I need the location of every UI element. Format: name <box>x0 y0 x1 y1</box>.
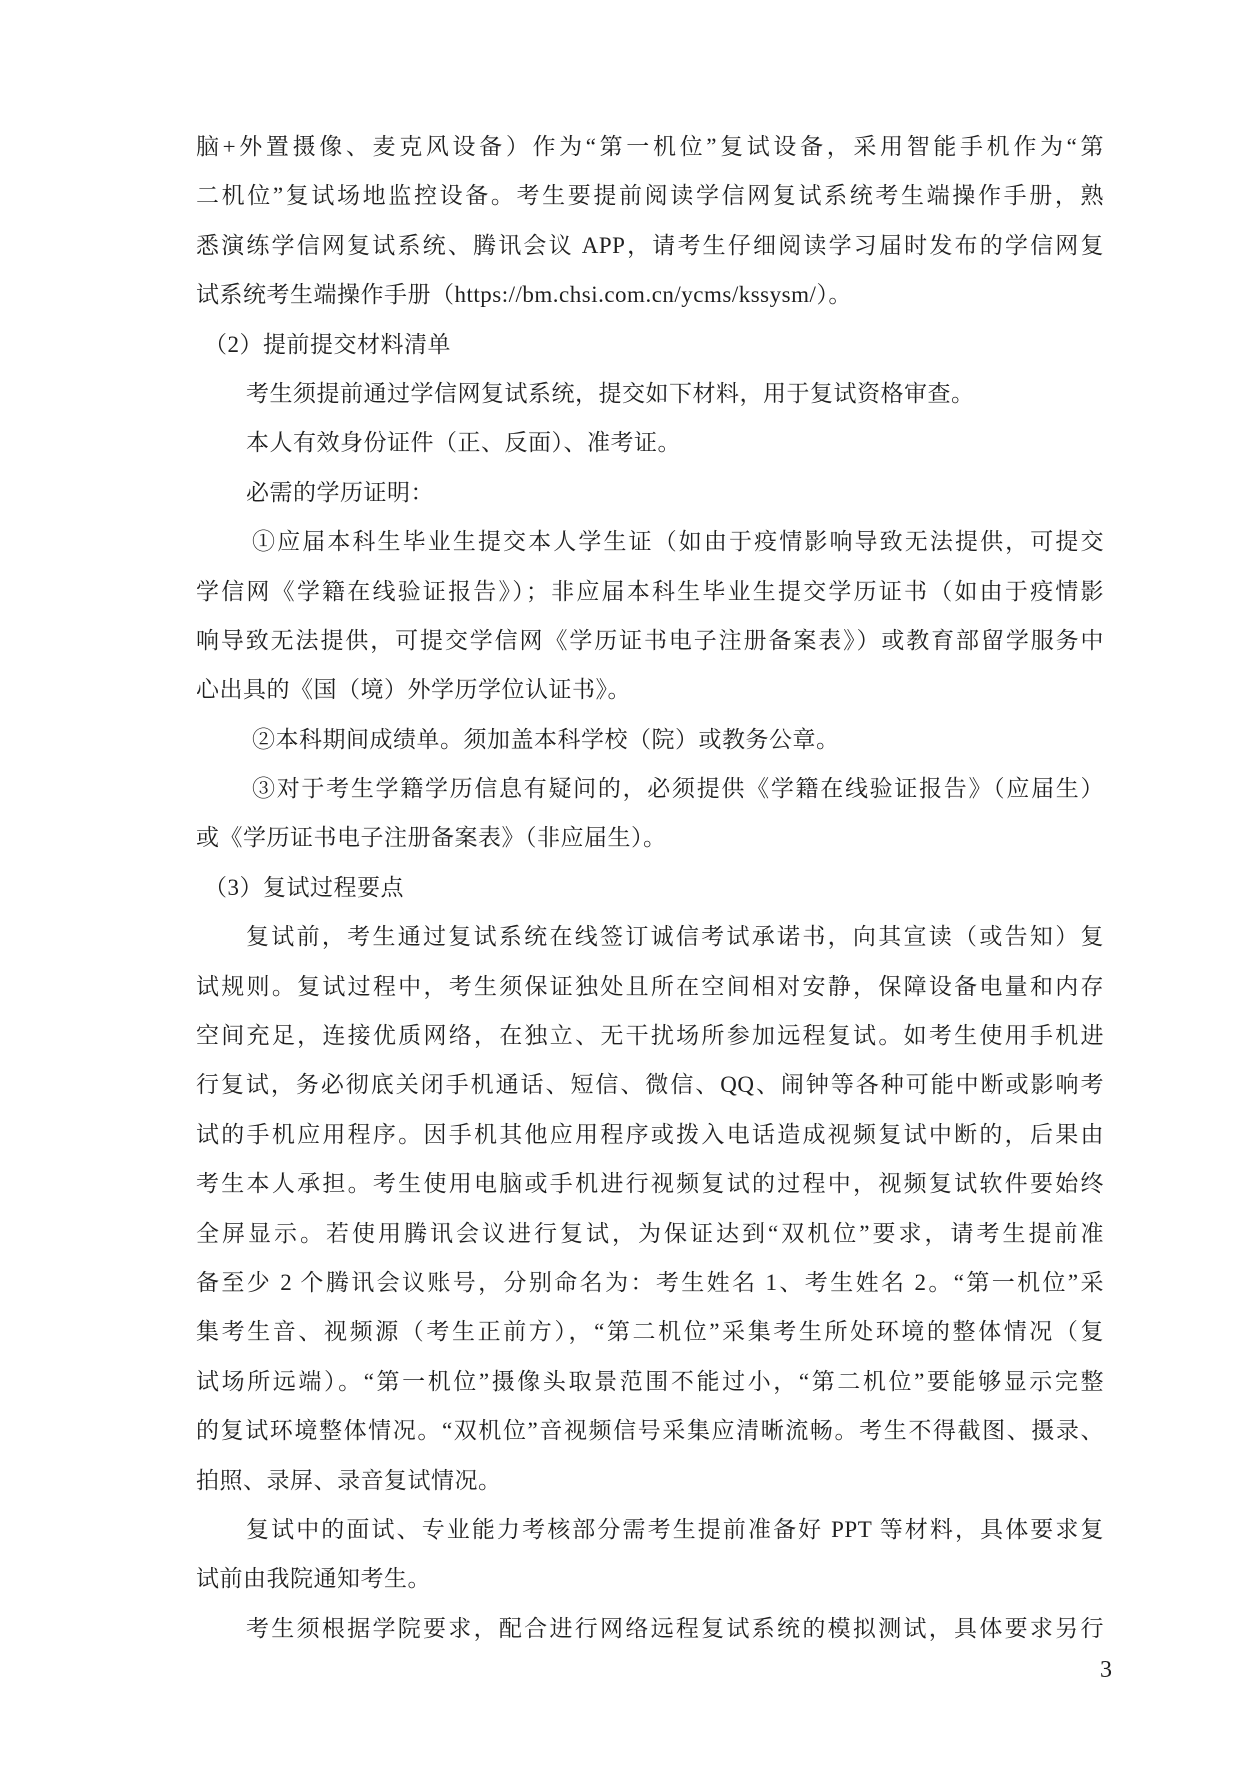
text-line: 或《学历证书电子注册备案表》（非应届生）。 <box>196 825 667 851</box>
text-line: 试场所远端）。“第一机位”摄像头取景范围不能过小，“第二机位”要能够显示完整 <box>196 1368 1104 1394</box>
text-line: 学信网《学籍在线验证报告》）；非应届本科生毕业生提交学历证书（如由于疫情影 <box>196 578 1104 604</box>
text-line: ①应届本科生毕业生提交本人学生证（如由于疫情影响导致无法提供，可提交 <box>252 529 1104 555</box>
text-line: 必需的学历证明： <box>246 479 434 505</box>
text-line: ②本科期间成绩单。须加盖本科学校（院）或教务公章。 <box>252 726 840 752</box>
page-number: 3 <box>1100 1657 1112 1683</box>
text-line: 备至少 2 个腾讯会议账号，分别命名为：考生姓名 1、考生姓名 2。“第一机位”采 <box>196 1269 1104 1295</box>
text-line: 考生须提前通过学信网复试系统，提交如下材料，用于复试资格审查。 <box>246 380 975 406</box>
text-line: 的复试环境整体情况。“双机位”音视频信号采集应清晰流畅。考生不得截图、摄录、 <box>196 1418 1104 1444</box>
text-line: 心出具的《国（境）外学历学位认证书》。 <box>196 677 631 703</box>
text-line: （3）复试过程要点 <box>204 874 404 900</box>
text-line: 二机位”复试场地监控设备。考生要提前阅读学信网复试系统考生端操作手册，熟 <box>196 183 1104 209</box>
text-line: 响导致无法提供，可提交学信网《学历证书电子注册备案表》）或教育部留学服务中 <box>196 627 1104 653</box>
text-line: 试前由我院通知考生。 <box>196 1566 431 1592</box>
document-text-block <box>196 122 1104 1653</box>
text-line: 集考生音、视频源（考生正前方），“第二机位”采集考生所处环境的整体情况（复 <box>196 1319 1104 1345</box>
text-line: 复试前，考生通过复试系统在线签订诚信考试承诺书，向其宣读（或告知）复 <box>246 924 1104 950</box>
text-line: 考生须根据学院要求，配合进行网络远程复试系统的模拟测试，具体要求另行 <box>246 1615 1104 1641</box>
text-line: 考生本人承担。考生使用电脑或手机进行视频复试的过程中，视频复试软件要始终 <box>196 1171 1104 1197</box>
text-line: 试规则。复试过程中，考生须保证独处且所在空间相对安静，保障设备电量和内存 <box>196 973 1104 999</box>
text-line: 行复试，务必彻底关闭手机通话、短信、微信、QQ、闹钟等各种可能中断或影响考 <box>196 1072 1104 1098</box>
text-line: 本人有效身份证件（正、反面）、准考证。 <box>246 430 681 456</box>
text-line: 全屏显示。若使用腾讯会议进行复试，为保证达到“双机位”要求，请考生提前准 <box>196 1220 1104 1246</box>
text-line: 试的手机应用程序。因手机其他应用程序或拨入电话造成视频复试中断的，后果由 <box>196 1121 1104 1147</box>
text-line: ③对于考生学籍学历信息有疑问的，必须提供《学籍在线验证报告》（应届生） <box>252 776 1104 802</box>
text-line: 拍照、录屏、录音复试情况。 <box>196 1467 502 1493</box>
text-line: （2）提前提交材料清单 <box>204 331 451 357</box>
text-line: 试系统考生端操作手册（https://bm.chsi.com.cn/ycms/kssysm/）。 <box>196 282 852 308</box>
text-line: 复试中的面试、专业能力考核部分需考生提前准备好 PPT 等材料，具体要求复 <box>246 1516 1104 1542</box>
text-line: 脑+外置摄像、麦克风设备）作为“第一机位”复试设备，采用智能手机作为“第 <box>196 134 1104 159</box>
text-line: 空间充足，连接优质网络，在独立、无干扰场所参加远程复试。如考生使用手机进 <box>196 1023 1104 1049</box>
text-line: 悉演练学信网复试系统、腾讯会议 APP，请考生仔细阅读学习届时发布的学信网复 <box>196 232 1104 258</box>
